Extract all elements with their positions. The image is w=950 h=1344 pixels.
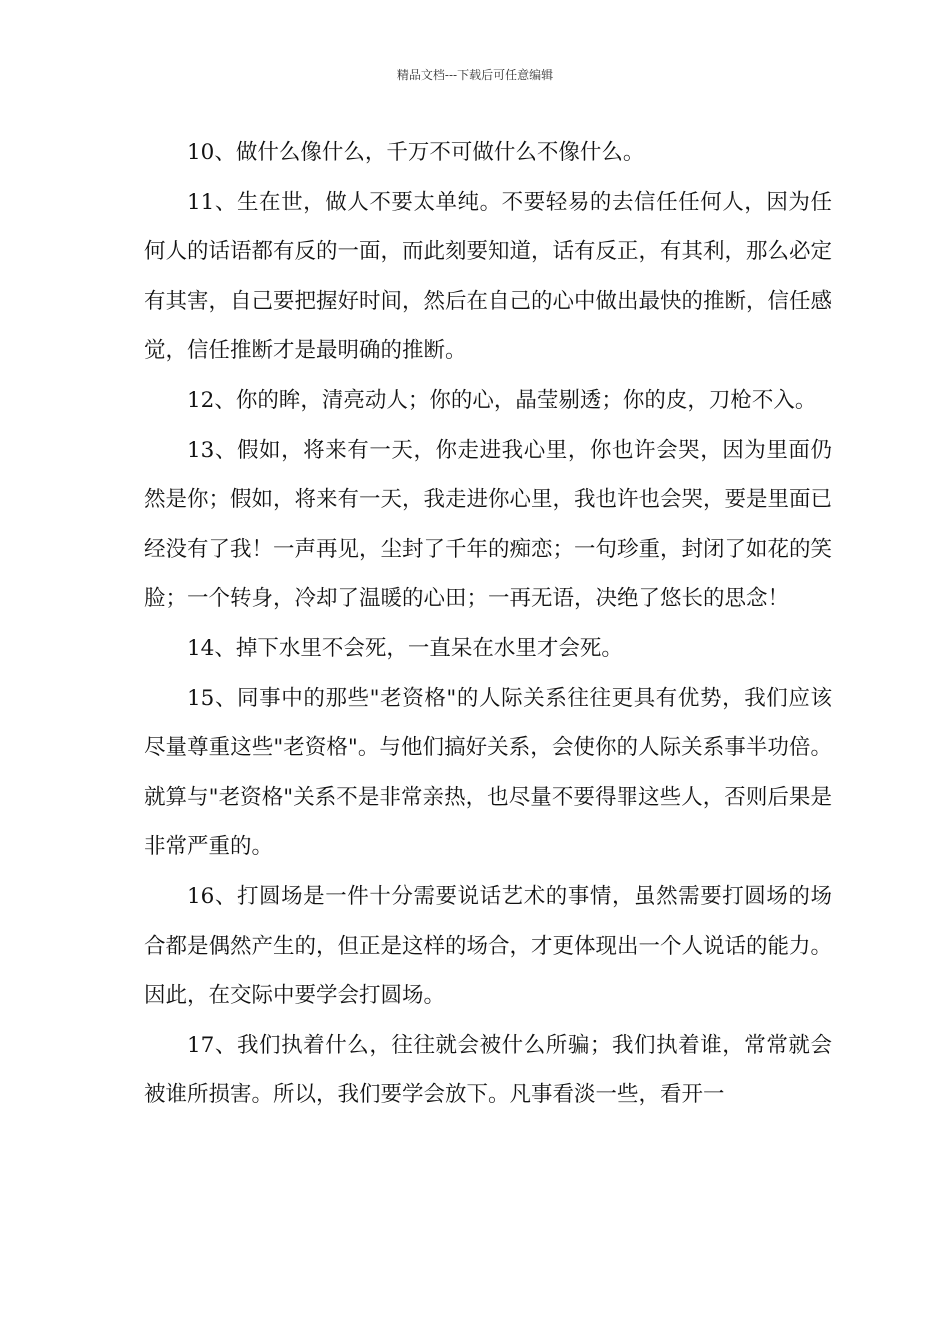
paragraph-16: 16、打圆场是一件十分需要说话艺术的事情，虽然需要打圆场的场合都是偶然产生的，但正是这样的场合，才更体现出一个人说话的能力。因此，在交际中要学会打圆场。 bbox=[144, 883, 833, 1009]
paragraph-13: 13、假如，将来有一天，你走进我心里，你也许会哭，因为里面仍然是你；假如，将来有一天，我走进你心里，我也许也会哭，要是里面已经没有了我！一声再见，尘封了千年的痴恋；一句珍重，封闭了如花的笑脸；一个转身，冷却了温暖的心田；一再无语，决绝了悠长的思念！ bbox=[144, 437, 833, 612]
paragraph-10: 10、做什么像什么，千万不可做什么不像什么。 bbox=[187, 140, 645, 165]
paragraph-14: 14、掉下水里不会死，一直呆在水里才会死。 bbox=[187, 635, 623, 661]
paragraph-11: 11、生在世，做人不要太单纯。不要轻易的去信任任何人，因为任何人的话语都有反的一面，而此刻要知道，话有反正，有其利，那么必定有其害，自己要把握好时间，然后在自己的心中做出最快的推断，信任感觉，信任推断才是最明确的推断。 bbox=[144, 189, 833, 364]
paragraph-17: 17、我们执着什么，往往就会被什么所骗；我们执着谁，常常就会被谁所损害。所以，我们要学会放下。凡事看淡一些，看开一 bbox=[144, 1032, 832, 1108]
paragraph-15: 15、同事中的那些"老资格"的人际关系往往更具有优势，我们应该尽量尊重这些"老资格"。与他们搞好关系，会使你的人际关系事半功倍。就算与"老资格"关系不是非常亲热，也尽量不要得罪这些人，否则后果是非常严重的。 bbox=[144, 685, 832, 860]
page-header: 精品文档---下载后可任意编辑 bbox=[396, 68, 554, 82]
document-body bbox=[144, 128, 832, 1120]
paragraph-12: 12、你的眸，清亮动人；你的心，晶莹剔透；你的皮，刀枪不入。 bbox=[187, 387, 817, 413]
